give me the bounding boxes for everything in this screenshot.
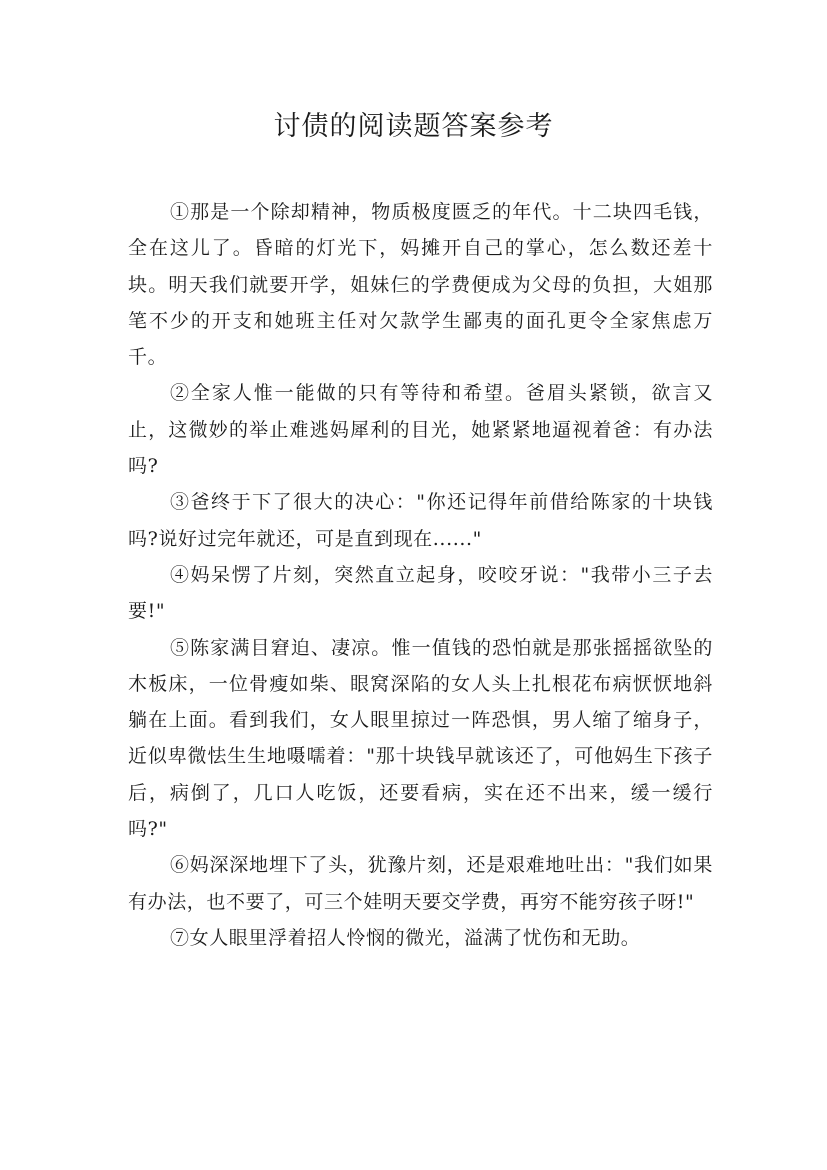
paragraph-6: ⑥妈深深地埋下了头，犹豫片刻，还是艰难地吐出："我们如果有办法，也不要了，可三个娃明天要交学费，再穷不能穷孩子呀!": [128, 854, 713, 913]
paragraph-1: ①那是一个除却精神，物质极度匮乏的年代。十二块四毛钱，全在这儿了。昏暗的灯光下，妈摊开自己的掌心，怎么数还差十块。明天我们就要开学，姐妹仨的学费便成为父母的负担，大姐那笔不少的开支和她班主任对欠款学生鄙夷的面孔更令全家焦虑万千。: [128, 201, 713, 369]
paragraph-4: ④妈呆愣了片刻，突然直立起身，咬咬牙说："我带小三子去要!": [128, 563, 713, 623]
document-title: 讨债的阅读题答案参考: [273, 111, 554, 142]
paragraph-5: ⑤陈家满目窘迫、凄凉。惟一值钱的恐怕就是那张摇摇欲坠的木板床，一位骨瘦如柴、眼窝深陷的女人头上扎根花布病恹恹地斜躺在上面。看到我们，女人眼里掠过一阵恐惧，男人缩了缩身子，近似卑微怯生生地嗫嚅着："那十块钱早就该还了，可他妈生下孩子后，病倒了，几口人吃饭，还要看病，实在还不出来，缓一缓行吗?": [128, 636, 713, 841]
document-body: [128, 194, 713, 956]
paragraph-7: ⑦女人眼里浮着招人怜悯的微光，溢满了忧伤和无助。: [170, 926, 641, 949]
paragraph-2: ②全家人惟一能做的只有等待和希望。爸眉头紧锁，欲言又止，这微妙的举止难逃妈犀利的目光，她紧紧地逼视着爸：有办法吗?: [128, 382, 713, 478]
paragraph-3: ③爸终于下了很大的决心："你还记得年前借给陈家的十块钱吗?说好过完年就还，可是直到现在......": [128, 491, 713, 550]
